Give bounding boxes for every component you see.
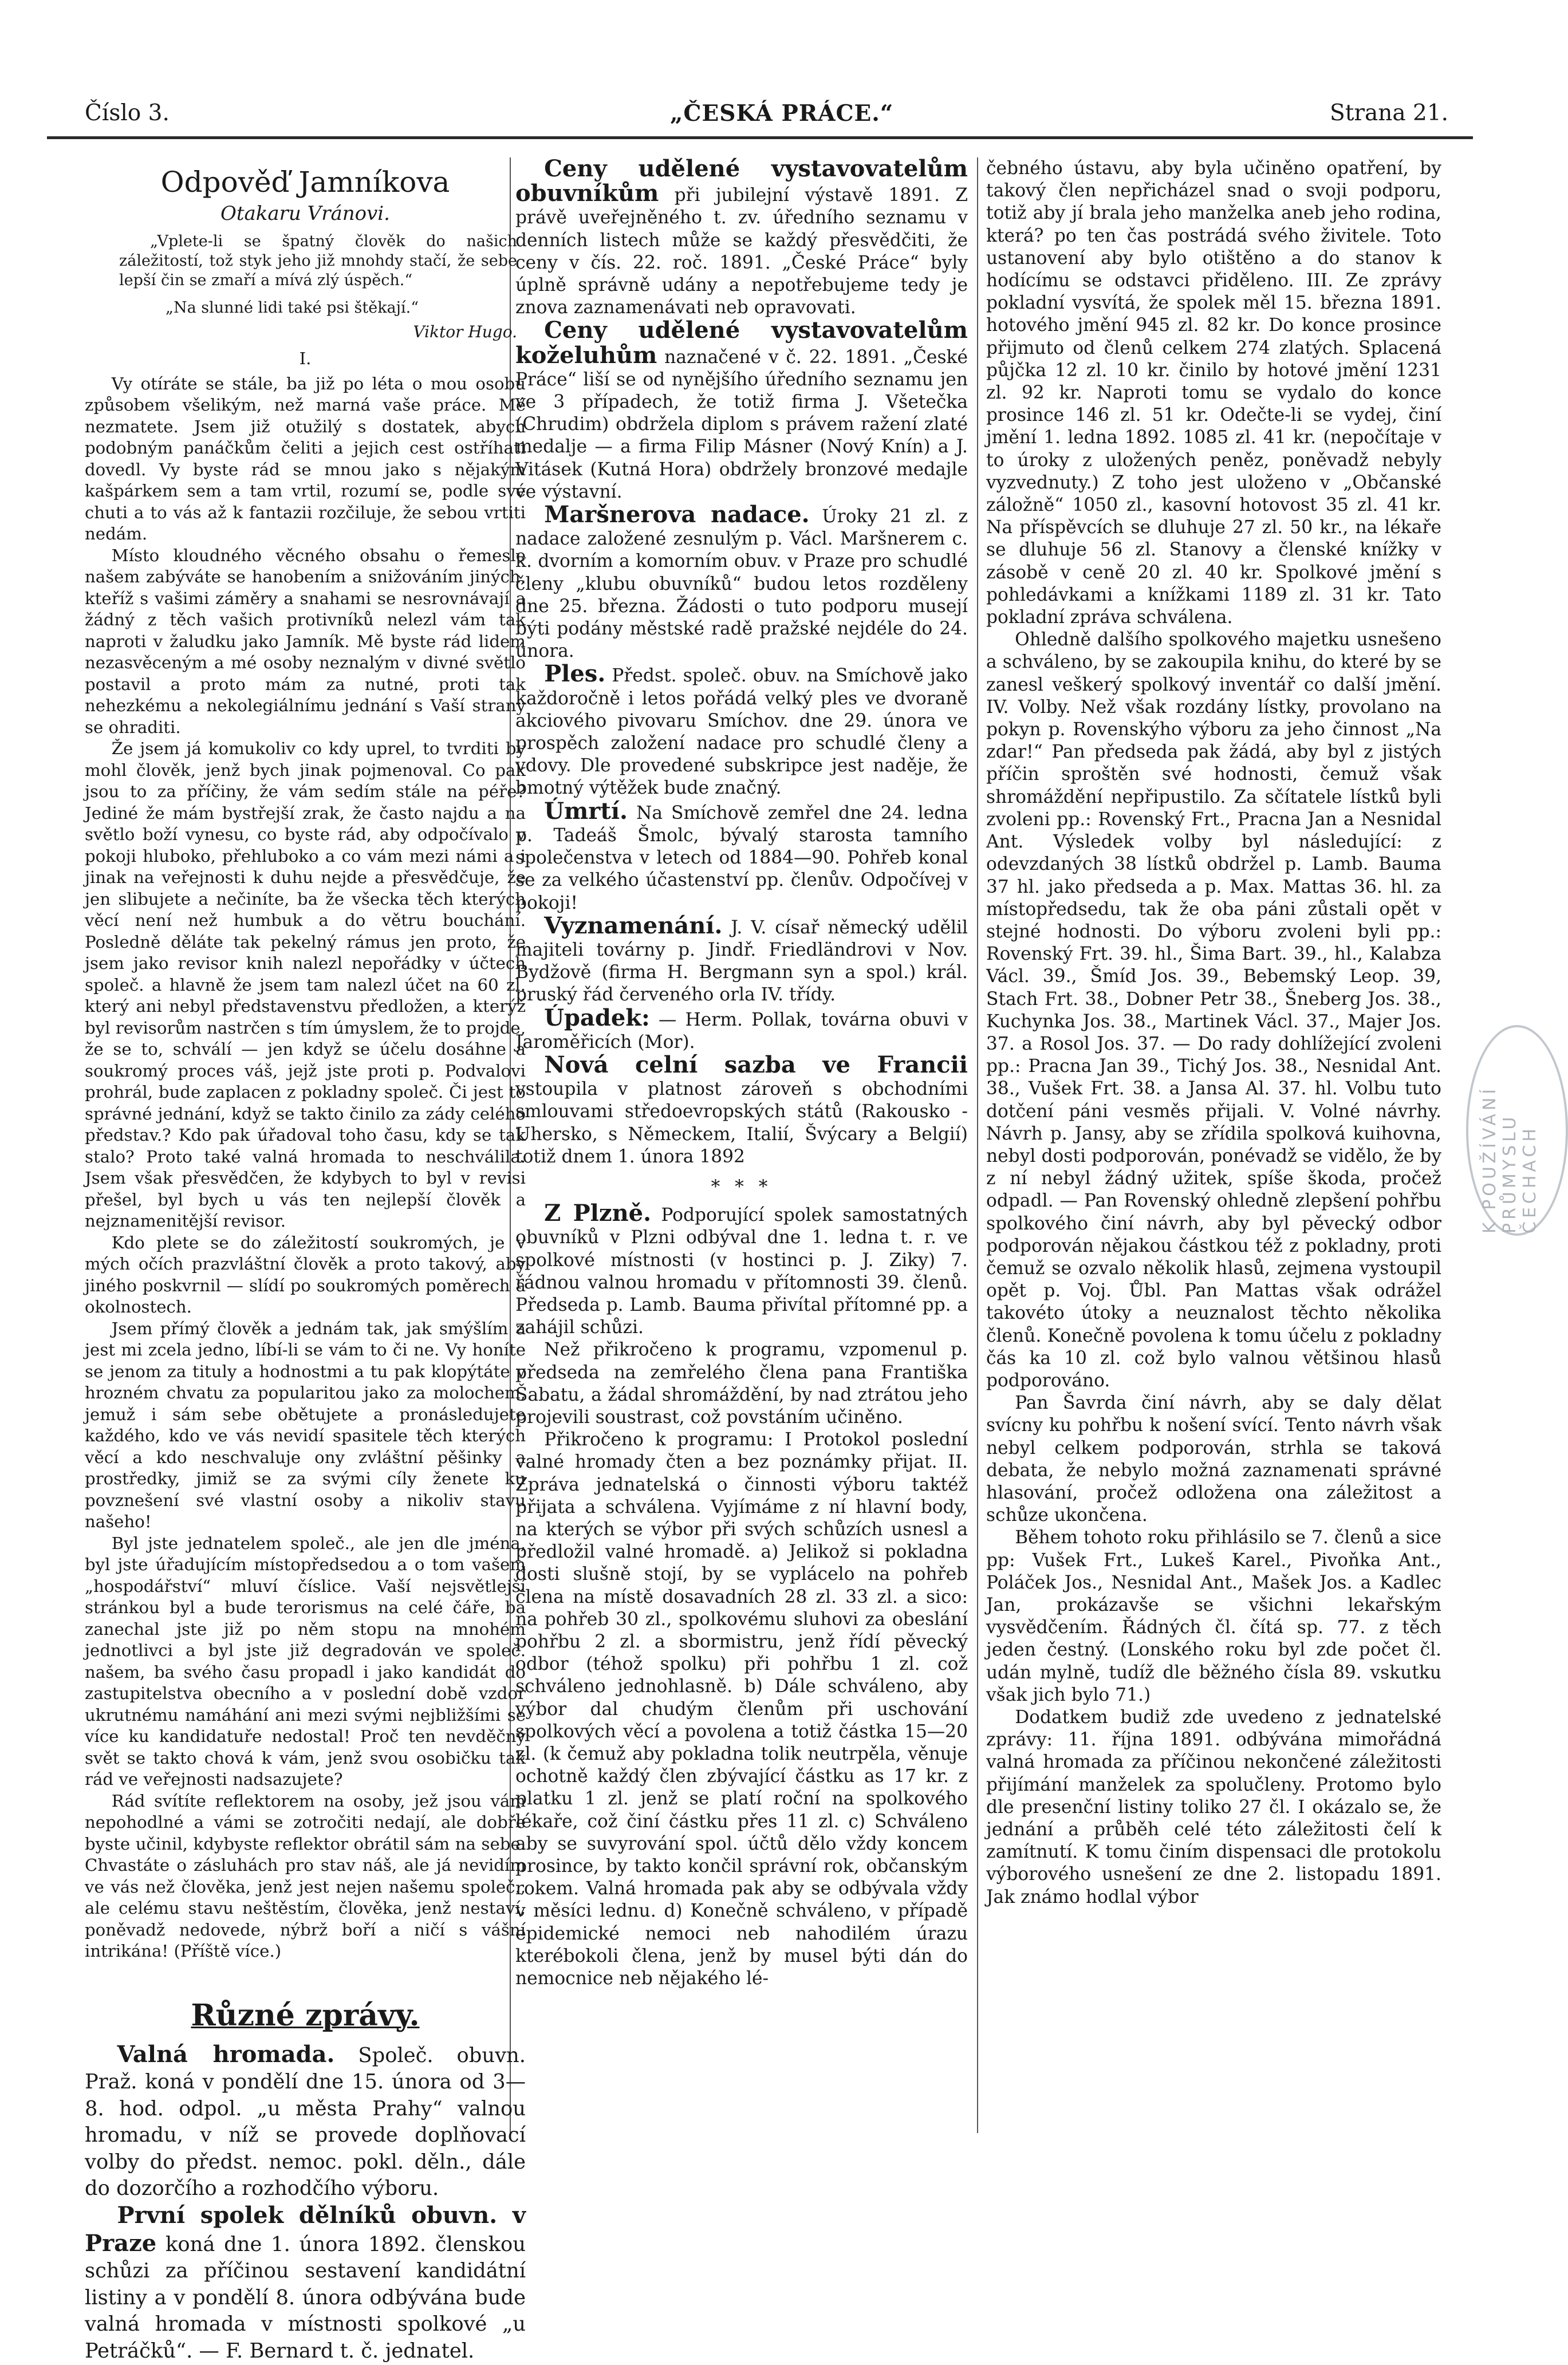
news-item: [85, 2041, 526, 2203]
motto: „Vplete-li se špatný člověk do našich záležitostí, tož styk jeho již mnohdy stačí, že sebe lepší čin se zmaří a mívá zlý úspěch.“: [119, 232, 517, 289]
paragraph: Než přikročeno k programu, vzpomenul p. předseda na zemřelého člena pana Františka Šabatu, a žádal shromáždění, by nad ztrátou jeho projevili soustrast, což povstáním učiněno.: [515, 1339, 968, 1428]
article-paragraph: Rád svítíte reflektorem na osoby, jež jsou vám nepohodlné a vámi se zotročiti nedají, ale dobře byste učinil, kdybyste reflektor obrátil sám na sebe. Chvastáte o zásluhách pro stav náš, ale já nevidím ve vás než člověka, jenž jest nejen našemu společ., ale celému stavu neštěstím, člověka, jenž nestaví, poněvadž nedovede, nýbrž boří a ničí s vášní intrikána! (Příště více.): [85, 1791, 526, 1961]
news-item-text: Společ. obuvn. Praž. koná v pondělí dne 15. února od 3—8. hod. odpol. „u města Prahy“ valnou hromadu, v níž se provede doplňovací volby do předst. nemoc. pokl. děln., dále do dozorčího a rozhodčího výboru.: [85, 2043, 526, 2201]
paragraph: čebného ústavu, aby byla učiněno opatření, by takový člen nepřicházel snad o svoji podporu, totiž aby jí brala jeho manželka aneb jeho rodina, která? po ten čas postrádá svého živitele. Toto ustanovení aby bylo otištěno a do stanov k hodícímu se odstavci přiděleno. III. Ze zprávy pokladní vysvítá, že spolek měl 15. března 1891. hotového jmění 945 zl. 82 kr. Do konce prosince přijmuto od členů celkem 274 zlatých. Splacená půjčka 12 zl. 10 kr. činilo by hotové jmění 1231 zl. 92 kr. Naproti tomu se vydalo do konce prosince 146 zl. 51 kr. Odečte-li se vydej, činí jmění 1. ledna 1892. 1085 zl. 41 kr. (nepočítaje v to úroky z uložených peněz, poněvadž nebyly vyzvednuty.) Z toho jest uloženo v „Občanské záložně“ 1050 zl., kasovní hotovost 35 zl. 41 kr. Na příspěvcích se dluhuje 27 zl. 50 kr., na lékaře se dluhuje 56 zl. Stanovy a členské knížky v zásobě v ceně 20 zl. 40 kr. Spolkové jmění s pohledávkami a knížkami 1189 zl. 31 kr. Tato pokladní zpráva schválena.: [986, 158, 1441, 628]
news-item-text: J. V. císař německý udělil majiteli továrny p. Jindř. Friedländrovi v Nov. Bydžově (firma H. Bergmann syn a spol.) král. pruský řád červeného orla IV. třídy.: [515, 917, 968, 1006]
page-number: Strana 21.: [1330, 100, 1449, 126]
column-1: [85, 157, 526, 2363]
paragraph: Dodatkem budiž zde uvedeno z jednatelské zprávy: 11. října 1891. odbývána mimořádná valná hromada za příčinou nekončené záležitosti přijímání manželek za spolučleny. Protomo bylo dle presenční listiny tolikо 27 čl. I okázalo se, že jednání a průběh celé této záležitosti čelí k zamítnutí. K tomu činím dispensaci dle protokolu výborového usnešení ze dne 2. listopadu 1891. Jak známo hodlal výbor: [986, 1707, 1441, 1907]
section-number: I.: [299, 349, 312, 368]
article-paragraph: Místo kloudného věcného obsahu o řemesle našem zabýváte se hanobením a snižováním jiných, kteříž s vašimi záměry a snahami se nesrovnávají a žádný z těch vašich protivníků nelezl vám tak naproti v žaludku jako Jamník. Mě byste rád lidem nezasvěceným a mé osoby neznalým v divné světlo postavil a proto mám za nutné, proti tak nehezkému a nekolegiálnímu jednání s Vaší strany se ohraditi.: [85, 545, 526, 737]
news-item-head: Úpadek:: [544, 1004, 650, 1031]
news-item: [515, 912, 968, 1007]
news-item: [515, 319, 968, 503]
news-item-text: Úroky 21 zl. z nadace založené zesnulým p. Václ. Maršnerem c. k. dvorním a komorním obuv. v Praze pro schudlé členy „klubu obuvníků“ budou letos rozděleny dne 25. března. Žádosti o tuto podporu musejí býti podány městské radě pražské nejdéle do 24. února.: [515, 506, 968, 662]
article-dedication: Otakaru Vránovi.: [220, 202, 390, 225]
stamp-text: K POUŽÍVÁNÍ PRŮMYSLU ČECHACH: [1480, 1085, 1540, 1233]
paragraph: Ohledně dalšího spolkového majetku usnešeno a schváleno, by se zakoupila knihu, do které by se zanesl veškerý spolkový inventář co další jmění. IV. Volby. Než však rozdány lístky, provolano na pokyn p. Rovenskýho výboru za jeho činnost „Na zdar!“ Pan předseda pak žádá, aby byl z jistých příčin sproštěn své hodnosti, čemuž však shromáždění nepřipustilo. Za sčítatele lístků byli zvoleni pp.: Rovenský Frt., Pracna Jan a Nesnidal Ant. Výsledek volby byl následující: z odevzdaných 38 lístků obdržel p. Lamb. Bauma 37 hl. jako předseda a p. Max. Mattas 36. hl. za místopředsedu, tak že oba páni zůstali opět v stejné hodnosti. Do výboru zvoleni byli pp.: Rovenský Frt. 39. hl., Šima Bart. 39., hl., Kalabza Václ. 39., Šmíd Jos. 39., Bebemský Leop. 39, Stach Frt. 38., Dobner Petr 38., Šneberg Jos. 38., Kuchynka Jos. 38., Martinek Václ. 37., Majer Jos. 37. a Rosol Jos. 37. — Do rady dohlížející zvoleni pp.: Pracna Jan 39., Tichý Jos. 38., Nesnidal Ant. 38., Vušek Frt. 38. a Jansa Al. 37. hl. Volbu tuto dotčení páni vesměs přijali. V. Volné návrhy. Návrh p. Jansy, aby se zřídila spolková kuihovna, nebyl dosti podporován, ponévadž se vidělo, že by z ní nebyl žádný užitek, spíše škoda, pročež odpadl. — Pan Rovenský ohledně zlepšení pohřbu spolkového činí návrh, aby byl pěvecký odbor podporován nějakou částkou též z pokladny, proti čemuž se ozvalo několik hlasů, zejmena vystoupil opět p. Voj. Ůbl. Pan Mattas však odrážel takovéto útoky a neuznalost těchto několika členů. Konečně povolena k tomu účelu z pokladny čás ka 10 zl. což bylo valnou většinou hlasů podporováno.: [986, 629, 1441, 1391]
news-item-text: — Herm. Pollak, továrna obuvi v Jaroměřicích (Mor).: [515, 1009, 968, 1053]
header-rule: [47, 136, 1473, 139]
issue-number: Číslo 3.: [85, 100, 170, 126]
news-item-head: Ceny udělené vystavovatelům koželuhům: [515, 317, 968, 369]
news-item-text: Podporující spolek samostatných obuvníků v Plzni odbýval dne 1. ledna t. r. ve spolkové místnosti (v hostinci p. J. Ziky) 7. řádnou valnou hromadu v přítomnosti 39. členů. Předseda p. Lamb. Bauma přivítal přítomné pp. a zahájil schůzi.: [515, 1205, 968, 1338]
article-title: Odpověď Jamníkova: [160, 165, 450, 199]
news-item-text: při jubilejní výstavě 1891. Z právě uveřejněného t. zv. úředního seznamu v denních listech může se každý přesvědčiti, že ceny v čís. 22. roč. 1891. „České Práce“ byly úplně správně udány a nepotřebujeme tedy je znova zaznamenávati neb opravovati.: [515, 185, 968, 318]
news-section-title: Různé zprávy.: [191, 1997, 420, 2033]
article-paragraph: Vy otíráte se stále, ba již po léta o mou osobu způsobem všelikým, než marná vaše práce. Mé nezmatete. Jsem již otužilý s dostatek, abych podobným panáčkům čeliti a jejich cest ostříhati dovedl. Vy byste rád se mnou jako s nějakým kašpárkem sem a tam vrtil, rozumí se, podle své chuti a to vás až k fantazii rozčiluje, že sebou vrtiti nedám.: [85, 373, 526, 543]
library-stamp: [1466, 1025, 1568, 1236]
news-item: [515, 503, 968, 663]
news-item: [515, 1051, 968, 1168]
news-item-head: Vyznamenání.: [544, 912, 723, 939]
article-paragraph: Kdo plete se do záležitostí soukromých, je v mých očích prazvláštní člověk a proto takový, aby jiného poskvrnil — slídí po soukromých poměrech a okolnostech.: [85, 1232, 526, 1316]
news-item: [85, 2202, 526, 2365]
news-item-head: Ceny udělené vystavovatelům obuvníkům: [515, 155, 968, 207]
news-item-head: Ples.: [544, 660, 606, 688]
news-item: [515, 157, 968, 319]
news-item-head: Maršnerova nadace.: [544, 501, 810, 529]
news-item-head: Nová celní sazba ve Francii: [544, 1051, 968, 1078]
motto-second: „Na slunné lidi také psi štěkají.“: [166, 298, 419, 317]
paragraph: Během tohoto roku přihlásilo se 7. členů a sice pp: Vušek Frt., Lukeš Karel., Pivoňka Ant., Poláček Jos., Nesnidal Ant., Mašek Jos. a Kadlec Jan, prokázavše se všichni lekařským vysvědčením. Řádných čl. čítá sp. 77. z těch jeden čestný. (Lonského roku byl zde počet čl. udán mylně, tudíž dle běžného čísla 89. vskutku však jich bylo 71.): [986, 1527, 1441, 1705]
column-divider: [977, 157, 978, 2133]
news-item-head: Z Plzně.: [544, 1200, 652, 1227]
news-item-text: koná dne 1. února 1892. členskou schůzi za příčinou sestavení kandidátní listiny a v pondělí 8. února odbývána bude valná hromada v místnosti spolkové „u Petráčků“. — F. Bernard t. č. jednatel.: [85, 2232, 526, 2363]
news-item-head: První spolek dělníků obuvn. v Praze: [85, 2202, 526, 2257]
article-paragraph: Že jsem já komukoliv co kdy uprel, to tvrditi by mohl člověk, jenž bych jinak pojmenoval. Co pak jsou to za příčiny, že vám sedím stále na péře? Jediné že mám bystřejší zrak, že často najdu a na světlo boží vynesu, co byste rád, aby odpočívalo v pokoji hluboko, přehluboko a co vám mezi námi a i jinak na veřejnosti k duhu nejde a přesvědčuje, že jen slibujete a nečiníte, ba že všecka těch kterých věcí není než humbuk a do větru bouchání. Posledně děláte tak pekelný rámus jen proto, že jsem jako revisor knih nalezl nepořádky v účtech společ. a hlavně že jsem tam nalezl účet na 60 zl. který ani nebyl představenstvu předložen, a kterýž byl revisorům nastrčen s tím úmyslem, že to projde, že se to, schválí — jen když se účelu dosáhne a soukromý proces váš, jejž jste proti p. Podvalovi prohrál, bude zaplacen z pokladny společ. Či jest to správné jednání, když se takto činilo za zády celého představ.? Kdo pak úřadoval toho času, kdy se tak stalo? Proto také valná hromada to neschválila. Jsem však přesvědčen, že kdybych to byl v revisi přešel, byl bych u vás ten nejlepší člověk a nejznamenitější revisor.: [85, 739, 526, 1231]
news-item-text: vstoupila v platnost zároveň s obchodními smlouvami středoevropských států (Rakousko - Uhersko, s Německem, Italií, Švýcary a Belgií) totiž dnem 1. února 1892: [515, 1079, 968, 1167]
article-paragraph: Jsem přímý člověk a jednám tak, jak smýšlím a jest mi zcela jedno, líbí-li se vám to či ne. Vy honíte se jenom za tituly a hodnostmi a tu pak klopýtáte v hrozném chvatu za popularitou jako za molochem, jemuž i sám sebe obětujete a pronásledujete každého, kdo ve vás nevidí spasitele těch kterých věcí a kdo neschvaluje ony zvláštní pěšinky a prostředky, jimiž se za svými cíly ženete ku povznešení své vlastní osoby a nikoliv stavu našeho!: [85, 1318, 526, 1531]
news-item-head: Úmrtí.: [544, 797, 628, 825]
news-item-text: naznačené v č. 22. 1891. „České Práce“ liší se od nynějšího úředního seznamu jen ve 3 případech, že totiž firma J. Všetečka (Chrudim) obdržela diplom s právem ražení zlaté medalje — a firma Filip Másner (Nový Knín) a J. Vitásek (Kutná Hora) obdržely bronzové medajle ve výstavní.: [515, 346, 968, 502]
section-separator: * * *: [711, 1176, 773, 1197]
article-paragraph: Byl jste jednatelem společ., ale jen dle jména, byl jste úřadujícím místopředsedou a o tom vašem „hospodářství“ mluví číslice. Vaší nejsvětlejší stránkou byl a bude terorismus na celé čáře, ba zanechal jste již po něm stopu na mnohém jednotlivci a byl jste již degradován ve společ. našem, ba svého času propadl i jako kandidát do zastupitelstva obecního a v poslední době vzdor ukrutnému namáhání ani mezi svými nejbližšími se více ku kandidatuře nedostal! Proč ten nevděčný svět se takto chová k vám, jenž svou osobičku tak rád ve veřejnosti nadsazujete?: [85, 1533, 526, 1789]
news-item-text: Předst. společ. obuv. na Smíchově jako každoročně i letos pořádá velký ples ve dvoraně akciového pivovaru Smíchov. dne 29. února ve prospěch založení nadace pro schudlé členy a vdovy. Dle provedené subskripce jest naděje, že bmotný výtěžek bude značný.: [515, 665, 968, 799]
motto-author: Viktor Hugo.: [413, 322, 517, 341]
news-item: [515, 1004, 968, 1054]
paragraph: Pan Šavrda činí návrh, aby se daly dělat svícny ku pohřbu k nošení svící. Tento návrh však nebyl celkem podporován, strhla se taková debata, že nebylo možná zaznamenati správné hlasování, pročež odložena ona záležitost a schůze ukončena.: [986, 1393, 1441, 1526]
paragraph: Přikročeno k programu: I Protokol poslední valné hromady čten a bez poznámky přijat. II. Zpráva jednatelská o činnosti výboru taktéž přijata a schválena. Vyjímáme z ní hlavní body, na kterých se výbor při svých schůzích usnesl a předložil valné hromadě. a) Jelikož si pokladna dosti slušně stojí, by se vyplácelo na pohřeb člena na místě dosavadních 28 zl. 33 zl. a sico: na pohřeb 30 zl., spolkovému sluhovi za obeslání pohřbu 2 zl. a sbormistru, jenž řídí pěvecký odbor (téhož spolku) při pohřbu 1 zl. což schváleno jednohlasně. b) Dále schváleno, aby výbor dal chudým členům při uschování spolkových věcí a povolena a totiž částka 15—20 zl. (k čemuž aby pokladna tolik neutrpěla, věnuje ochotně každý člen zbývající částku as 17 kr. z platku 1 zl. jenž se platí roční na spolkového lékaře, což činí částku přes 11 zl. c) Schváleno aby se suvyrování spol. účtů dělo vždy koncem prosince, by takto končil správní rok, občanským rokem. Valná hromada pak aby se odbývala vždy v měsíci lednu. d) Konečně schváleno, v případě epidemické nemoci neb nahodilém úrazu kterébokoli člena, jenž by musel býti dán do nemocnice neb nějakého lé-: [515, 1429, 968, 1989]
news-item-head: Valná hromada.: [117, 2040, 335, 2068]
news-item-text: Na Smíchově zemřel dne 24. ledna p. Tadeáš Šmolc, bývalý starosta tamního společenstva v letech od 1884—90. Pohřeb konal se za velkého účastenství pp. členův. Odpočívej v pokoji!: [515, 802, 968, 913]
news-item: [515, 1202, 968, 1339]
column-2: [515, 157, 968, 2147]
news-item: [515, 660, 968, 799]
column-3: [986, 157, 1441, 2147]
masthead-title: „ČESKÁ PRÁCE.“: [670, 100, 894, 127]
news-item: [515, 797, 968, 915]
